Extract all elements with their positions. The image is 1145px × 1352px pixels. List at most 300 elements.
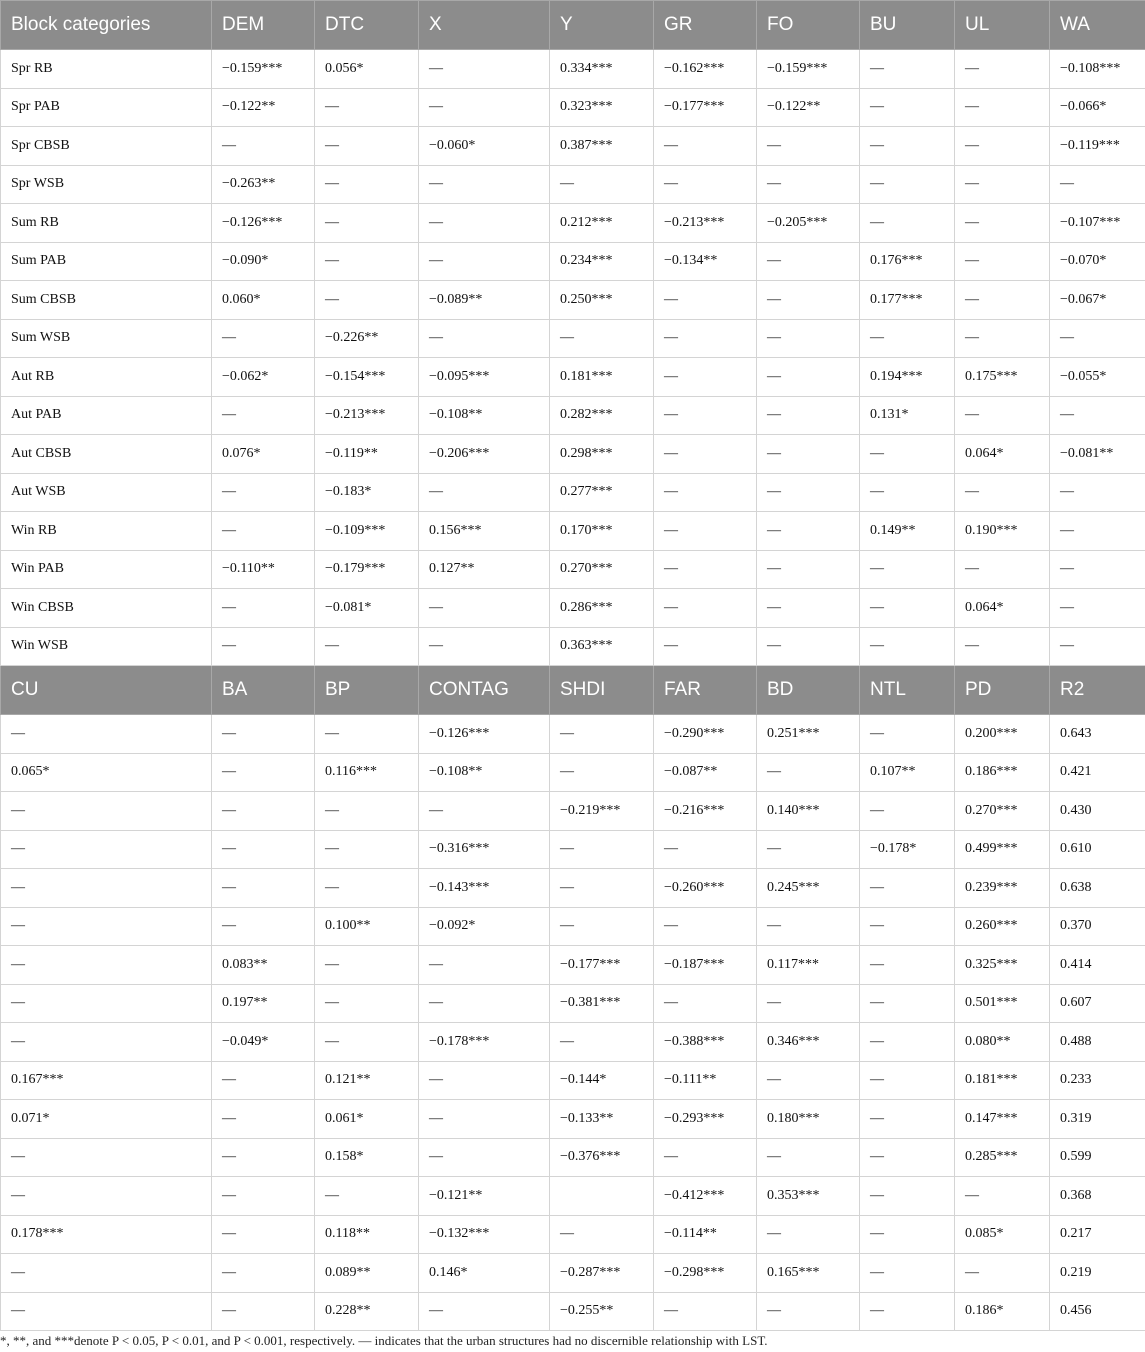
table-cell: — <box>654 589 757 628</box>
table-cell: — <box>955 242 1050 281</box>
table-cell: 0.064* <box>955 435 1050 474</box>
table-cell: — <box>955 1177 1050 1216</box>
table-cell: — <box>550 869 654 908</box>
table-cell: — <box>860 1177 955 1216</box>
table-cell: — <box>955 396 1050 435</box>
table-cell: — <box>860 127 955 166</box>
table-cell: — <box>757 753 860 792</box>
table-row <box>1 1292 1145 1331</box>
table-cell: −0.219*** <box>550 792 654 831</box>
table-cell: — <box>212 753 315 792</box>
table-cell: — <box>419 1061 550 1100</box>
table-cell: — <box>419 242 550 281</box>
table-row <box>1 204 1145 243</box>
block-category-cell: Sum RB <box>1 204 212 243</box>
table-cell: 0.165*** <box>757 1254 860 1293</box>
table-cell: −0.381*** <box>550 984 654 1023</box>
table-row <box>1 753 1145 792</box>
table-cell: — <box>955 1254 1050 1293</box>
table-cell: −0.183* <box>315 473 419 512</box>
table-cell: — <box>955 627 1050 666</box>
table-cell: −0.132*** <box>419 1215 550 1254</box>
table-cell: — <box>315 242 419 281</box>
table-cell: 0.107** <box>860 753 955 792</box>
table-cell: 0.190*** <box>955 512 1050 551</box>
table-cell: — <box>419 50 550 89</box>
table-cell: — <box>212 1215 315 1254</box>
table-cell: −0.095*** <box>419 358 550 397</box>
table-cell: — <box>860 1100 955 1139</box>
table-cell: — <box>419 627 550 666</box>
table-cell: — <box>1050 512 1145 551</box>
table-cell: — <box>1 1138 212 1177</box>
table-cell: — <box>860 907 955 946</box>
block-category-cell: Aut CBSB <box>1 435 212 474</box>
table-cell: 0.181*** <box>550 358 654 397</box>
table-cell: — <box>212 869 315 908</box>
table-cell: −0.111** <box>654 1061 757 1100</box>
table-cell: 0.212*** <box>550 204 654 243</box>
table-cell: 0.228** <box>315 1292 419 1331</box>
table-cell: 0.065* <box>1 753 212 792</box>
block-category-cell: Aut WSB <box>1 473 212 512</box>
table-cell: — <box>550 715 654 754</box>
table-row <box>1 907 1145 946</box>
table-cell <box>550 1177 654 1216</box>
table-cell: — <box>860 627 955 666</box>
table-cell: 0.118** <box>315 1215 419 1254</box>
table-cell: −0.089** <box>419 281 550 320</box>
table-cell: −0.159*** <box>757 50 860 89</box>
column-header: CU <box>1 666 212 715</box>
table-cell: — <box>212 1292 315 1331</box>
table-cell: — <box>550 165 654 204</box>
table-cell: 0.414 <box>1050 946 1145 985</box>
table-cell: — <box>757 984 860 1023</box>
table-row <box>1 435 1145 474</box>
table-cell: — <box>212 319 315 358</box>
table-cell: — <box>1050 589 1145 628</box>
table-cell: — <box>654 319 757 358</box>
table-cell: — <box>955 550 1050 589</box>
table-cell: −0.126*** <box>212 204 315 243</box>
header-row-1 <box>1 1 1145 50</box>
table-cell: 0.056* <box>315 50 419 89</box>
table-cell: −0.121** <box>419 1177 550 1216</box>
table-cell: — <box>654 473 757 512</box>
table-cell: — <box>1 792 212 831</box>
table-cell: 0.250*** <box>550 281 654 320</box>
table-cell: — <box>757 1138 860 1177</box>
table-cell: — <box>654 550 757 589</box>
table-cell: — <box>419 589 550 628</box>
block-category-cell: Sum PAB <box>1 242 212 281</box>
table-cell: −0.119*** <box>1050 127 1145 166</box>
table-cell: — <box>860 1254 955 1293</box>
table-row <box>1 50 1145 89</box>
table-cell: — <box>212 1254 315 1293</box>
table-cell: — <box>212 127 315 166</box>
table-cell: — <box>860 1292 955 1331</box>
table-cell: −0.216*** <box>654 792 757 831</box>
table-cell: — <box>955 50 1050 89</box>
table-cell: — <box>860 1061 955 1100</box>
table-row <box>1 512 1145 551</box>
table-row <box>1 1215 1145 1254</box>
table-cell: 0.121** <box>315 1061 419 1100</box>
column-header: SHDI <box>550 666 654 715</box>
table-cell: — <box>860 1215 955 1254</box>
table-cell: 0.245*** <box>757 869 860 908</box>
table-cell: 0.421 <box>1050 753 1145 792</box>
table-cell: — <box>315 1177 419 1216</box>
table-cell: 0.127** <box>419 550 550 589</box>
table-cell: 0.643 <box>1050 715 1145 754</box>
table-cell: 0.085* <box>955 1215 1050 1254</box>
table-cell: — <box>757 435 860 474</box>
table-cell: 0.194*** <box>860 358 955 397</box>
table-cell: — <box>860 88 955 127</box>
table-cell: — <box>1050 550 1145 589</box>
table-cell: — <box>757 1215 860 1254</box>
table-row <box>1 1023 1145 1062</box>
table-row <box>1 396 1145 435</box>
column-header: UL <box>955 1 1050 50</box>
table-cell: −0.067* <box>1050 281 1145 320</box>
table-cell: 0.131* <box>860 396 955 435</box>
table-cell: −0.260*** <box>654 869 757 908</box>
table-cell: 0.176*** <box>860 242 955 281</box>
table-cell: 0.282*** <box>550 396 654 435</box>
column-header: FO <box>757 1 860 50</box>
block-category-cell: Spr WSB <box>1 165 212 204</box>
table-row <box>1 127 1145 166</box>
table-cell: — <box>212 1138 315 1177</box>
table-cell: — <box>212 792 315 831</box>
table-cell: — <box>315 715 419 754</box>
table-cell: 0.325*** <box>955 946 1050 985</box>
table-cell: −0.081* <box>315 589 419 628</box>
table-row <box>1 830 1145 869</box>
table-footnote: *, **, and ***denote P < 0.05, P < 0.01, and P < 0.001, respectively. — indicates that the urban structures had no discernible relationship with LST. <box>0 1333 768 1348</box>
table-cell: — <box>315 127 419 166</box>
table-cell: — <box>654 830 757 869</box>
table-cell: — <box>757 550 860 589</box>
table-cell: 0.638 <box>1050 869 1145 908</box>
table-cell: −0.055* <box>1050 358 1145 397</box>
table-cell: 0.117*** <box>757 946 860 985</box>
table-cell: −0.126*** <box>419 715 550 754</box>
table-cell: — <box>1050 319 1145 358</box>
table-row <box>1 792 1145 831</box>
table-cell: 0.061* <box>315 1100 419 1139</box>
table-cell: — <box>860 1138 955 1177</box>
table-cell: — <box>212 589 315 628</box>
table-cell: 0.234*** <box>550 242 654 281</box>
table-cell: −0.179*** <box>315 550 419 589</box>
table-cell: 0.319 <box>1050 1100 1145 1139</box>
table-cell: — <box>1 1177 212 1216</box>
block-category-cell: Aut PAB <box>1 396 212 435</box>
table-cell: — <box>757 1061 860 1100</box>
table-cell: 0.197** <box>212 984 315 1023</box>
table-cell: — <box>955 127 1050 166</box>
table-row <box>1 473 1145 512</box>
column-header: Y <box>550 1 654 50</box>
table-cell: −0.108** <box>419 396 550 435</box>
table-cell: −0.298*** <box>654 1254 757 1293</box>
table-cell: 0.233 <box>1050 1061 1145 1100</box>
table-cell: — <box>1 907 212 946</box>
table-cell: — <box>1050 165 1145 204</box>
table-cell: 0.488 <box>1050 1023 1145 1062</box>
table-cell: — <box>654 1138 757 1177</box>
table-cell: −0.107*** <box>1050 204 1145 243</box>
table-cell: — <box>1050 627 1145 666</box>
table-cell: — <box>955 88 1050 127</box>
table-cell: — <box>315 792 419 831</box>
table-row <box>1 1138 1145 1177</box>
table-cell: — <box>757 242 860 281</box>
table-cell: 0.334*** <box>550 50 654 89</box>
table-cell: — <box>212 512 315 551</box>
table-cell: −0.122** <box>757 88 860 127</box>
table-cell: — <box>757 358 860 397</box>
table-cell: 0.181*** <box>955 1061 1050 1100</box>
column-header: DEM <box>212 1 315 50</box>
column-header: GR <box>654 1 757 50</box>
table-cell: −0.081** <box>1050 435 1145 474</box>
table-cell: — <box>860 50 955 89</box>
table-cell: −0.144* <box>550 1061 654 1100</box>
table-cell: 0.387*** <box>550 127 654 166</box>
table-cell: 0.178*** <box>1 1215 212 1254</box>
column-header: DTC <box>315 1 419 50</box>
table-cell: — <box>1 984 212 1023</box>
table-row <box>1 627 1145 666</box>
table-cell: — <box>1 1023 212 1062</box>
table-cell: — <box>419 473 550 512</box>
block-category-cell: Spr CBSB <box>1 127 212 166</box>
table-row <box>1 165 1145 204</box>
table-cell: 0.146* <box>419 1254 550 1293</box>
table-cell: — <box>860 984 955 1023</box>
table-cell: 0.270*** <box>550 550 654 589</box>
table-cell: — <box>550 319 654 358</box>
table-cell: — <box>654 281 757 320</box>
table-cell: — <box>654 165 757 204</box>
table-cell: 0.080** <box>955 1023 1050 1062</box>
column-header: BD <box>757 666 860 715</box>
table-cell: −0.187*** <box>654 946 757 985</box>
table-cell: — <box>419 204 550 243</box>
table-cell: −0.226** <box>315 319 419 358</box>
table-cell: 0.219 <box>1050 1254 1145 1293</box>
table-cell: — <box>1 869 212 908</box>
table-cell: −0.162*** <box>654 50 757 89</box>
table-cell: −0.109*** <box>315 512 419 551</box>
table-cell: — <box>757 907 860 946</box>
table-cell: — <box>315 869 419 908</box>
table-cell: −0.255** <box>550 1292 654 1331</box>
table-row <box>1 550 1145 589</box>
table-cell: — <box>315 165 419 204</box>
table-cell: −0.293*** <box>654 1100 757 1139</box>
table-cell: −0.062* <box>212 358 315 397</box>
table-cell: 0.076* <box>212 435 315 474</box>
table-cell: −0.119** <box>315 435 419 474</box>
table-cell: — <box>1 1254 212 1293</box>
table-cell: — <box>419 165 550 204</box>
table-cell: 0.158* <box>315 1138 419 1177</box>
table-cell: 0.200*** <box>955 715 1050 754</box>
table-cell: — <box>757 1292 860 1331</box>
table-cell: — <box>315 281 419 320</box>
table-cell: −0.316*** <box>419 830 550 869</box>
table-cell: — <box>315 1023 419 1062</box>
table-cell: 0.186*** <box>955 753 1050 792</box>
table-cell: — <box>757 627 860 666</box>
block-category-cell: Win RB <box>1 512 212 551</box>
table-cell: — <box>1 1292 212 1331</box>
table-cell: −0.108** <box>419 753 550 792</box>
table-cell: −0.177*** <box>550 946 654 985</box>
table-cell: 0.089** <box>315 1254 419 1293</box>
table-cell: — <box>757 589 860 628</box>
table-cell: — <box>212 907 315 946</box>
table-cell: −0.122** <box>212 88 315 127</box>
table-cell: −0.060* <box>419 127 550 166</box>
table-cell: — <box>550 830 654 869</box>
table-cell: 0.239*** <box>955 869 1050 908</box>
block-category-cell: Win PAB <box>1 550 212 589</box>
table-row <box>1 1061 1145 1100</box>
table-cell: — <box>955 204 1050 243</box>
table-cell: — <box>757 165 860 204</box>
table-cell: — <box>860 435 955 474</box>
table-cell: — <box>955 165 1050 204</box>
table-cell: — <box>419 792 550 831</box>
table-cell: 0.323*** <box>550 88 654 127</box>
table-cell: — <box>419 1100 550 1139</box>
table-cell: −0.159*** <box>212 50 315 89</box>
table-cell: — <box>654 1292 757 1331</box>
table-cell: 0.270*** <box>955 792 1050 831</box>
table-cell: — <box>212 830 315 869</box>
table-cell: — <box>315 946 419 985</box>
table-cell: −0.213*** <box>315 396 419 435</box>
table-row <box>1 242 1145 281</box>
table-cell: — <box>860 550 955 589</box>
table-cell: — <box>757 512 860 551</box>
table-cell: 0.368 <box>1050 1177 1145 1216</box>
table-cell: — <box>212 473 315 512</box>
table-row <box>1 1177 1145 1216</box>
table-cell: 0.147*** <box>955 1100 1050 1139</box>
block-category-cell: Spr RB <box>1 50 212 89</box>
table-cell: −0.154*** <box>315 358 419 397</box>
table-cell: — <box>419 946 550 985</box>
table-cell: 0.501*** <box>955 984 1050 1023</box>
column-header: BU <box>860 1 955 50</box>
table-cell: −0.263** <box>212 165 315 204</box>
table-cell: 0.363*** <box>550 627 654 666</box>
table-cell: — <box>315 204 419 243</box>
table-row <box>1 1100 1145 1139</box>
table-cell: — <box>1 830 212 869</box>
table-cell: — <box>955 281 1050 320</box>
table-cell: 0.277*** <box>550 473 654 512</box>
column-header: FAR <box>654 666 757 715</box>
table-cell: −0.070* <box>1050 242 1145 281</box>
table-cell: −0.412*** <box>654 1177 757 1216</box>
column-header: NTL <box>860 666 955 715</box>
table-row <box>1 984 1145 1023</box>
table-cell: — <box>860 165 955 204</box>
column-header: BP <box>315 666 419 715</box>
table-cell: 0.430 <box>1050 792 1145 831</box>
table-cell: — <box>550 1215 654 1254</box>
table-cell: 0.599 <box>1050 1138 1145 1177</box>
block-category-cell: Sum WSB <box>1 319 212 358</box>
table-cell: 0.116*** <box>315 753 419 792</box>
table-cell: — <box>757 281 860 320</box>
table-cell: — <box>757 473 860 512</box>
table-cell: 0.060* <box>212 281 315 320</box>
table-cell: — <box>860 792 955 831</box>
table-cell: −0.290*** <box>654 715 757 754</box>
table-cell: 0.186* <box>955 1292 1050 1331</box>
table-cell: — <box>654 907 757 946</box>
table-cell: — <box>419 319 550 358</box>
table-cell: — <box>757 396 860 435</box>
table-cell: −0.108*** <box>1050 50 1145 89</box>
table-cell: −0.133** <box>550 1100 654 1139</box>
table-cell: 0.499*** <box>955 830 1050 869</box>
table-row <box>1 88 1145 127</box>
table-cell: −0.213*** <box>654 204 757 243</box>
table-cell: — <box>654 358 757 397</box>
table-cell: −0.134** <box>654 242 757 281</box>
table-cell: — <box>212 715 315 754</box>
header-row-2 <box>1 666 1145 715</box>
table-cell: 0.353*** <box>757 1177 860 1216</box>
table-cell: — <box>212 396 315 435</box>
table-cell: — <box>860 1023 955 1062</box>
table-cell: 0.140*** <box>757 792 860 831</box>
table-cell: — <box>860 946 955 985</box>
block-category-cell: Aut RB <box>1 358 212 397</box>
table-cell: — <box>860 869 955 908</box>
table-cell: 0.286*** <box>550 589 654 628</box>
column-header: CONTAG <box>419 666 550 715</box>
column-header: PD <box>955 666 1050 715</box>
table-cell: −0.087** <box>654 753 757 792</box>
table-cell: −0.205*** <box>757 204 860 243</box>
table-row <box>1 946 1145 985</box>
block-category-cell: Win CBSB <box>1 589 212 628</box>
table-cell: — <box>860 319 955 358</box>
table-cell: −0.114** <box>654 1215 757 1254</box>
table-cell: — <box>860 715 955 754</box>
table-cell: 0.607 <box>1050 984 1145 1023</box>
table-cell: — <box>955 319 1050 358</box>
table-cell: — <box>654 127 757 166</box>
table-cell: — <box>419 984 550 1023</box>
table-cell: 0.170*** <box>550 512 654 551</box>
column-header: WA <box>1050 1 1145 50</box>
table-cell: 0.064* <box>955 589 1050 628</box>
